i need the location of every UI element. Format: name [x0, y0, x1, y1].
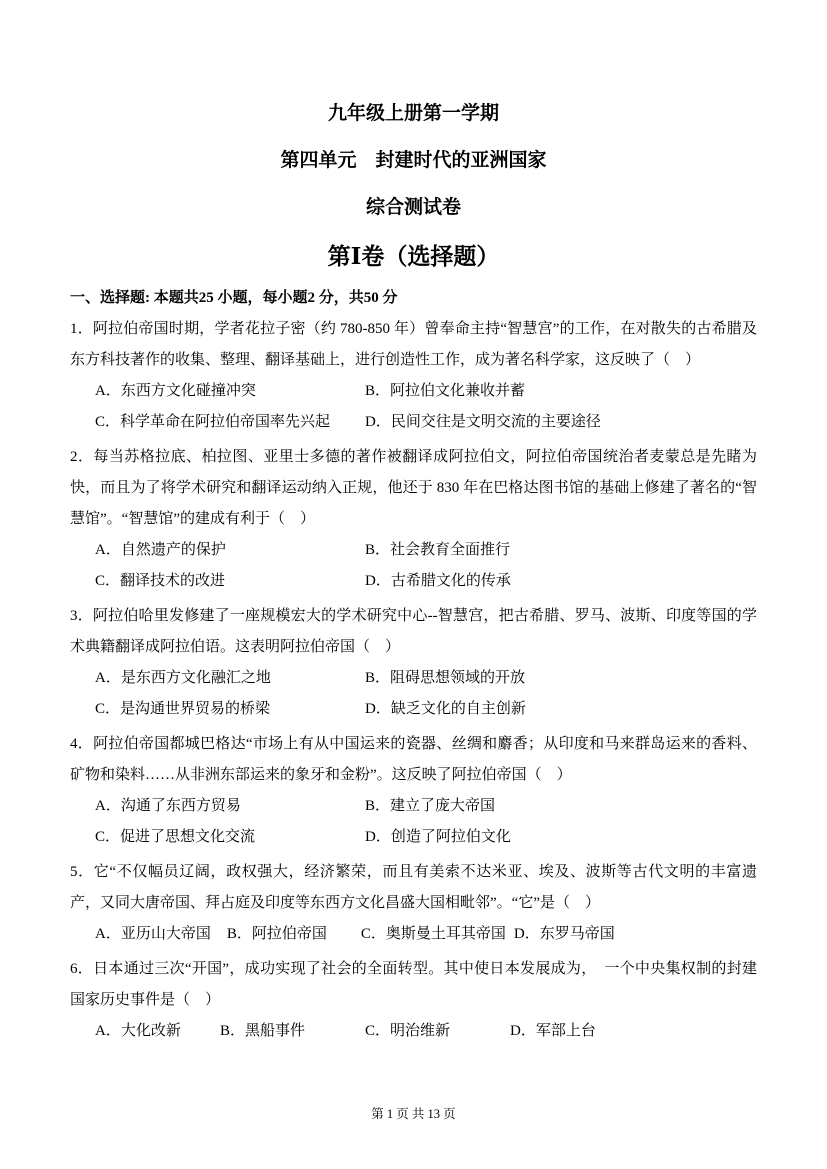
question-3-options-row-1 — [70, 663, 757, 694]
question-3-stem: 3．阿拉伯哈里发修建了一座规模宏大的学术研究中心--智慧宫，把古希腊、罗马、波斯、印度等国的学术典籍翻译成阿拉伯语。这表明阿拉伯帝国（ ） — [70, 608, 757, 655]
question-1-options-row-2 — [70, 407, 757, 438]
question-3-option-b: B．阻碍思想领域的开放 — [365, 670, 526, 686]
question-5-option-b: B．阿拉伯帝国 — [226, 926, 327, 942]
question-5 — [70, 857, 757, 950]
question-4-option-a: A．沟通了东西方贸易 — [95, 798, 241, 814]
question-6-option-d: D．军部上台 — [510, 1023, 596, 1039]
question-5-options-row — [70, 919, 757, 950]
question-3-options-row-2 — [70, 694, 757, 725]
page-footer: 第 1 页 共 13 页 — [371, 1107, 456, 1121]
question-4-option-c: C．促进了思想文化交流 — [95, 829, 256, 845]
paper-title: 综合测试卷 — [365, 197, 461, 218]
question-2-option-b: B．社会教育全面推行 — [365, 542, 511, 558]
question-1-option-c: C．科学革命在阿拉伯帝国率先兴起 — [95, 414, 331, 430]
question-2-stem: 2．每当苏格拉底、柏拉图、亚里士多德的著作被翻译成阿拉伯文，阿拉伯帝国统治者麦蒙总是先睹为快，而且为了将学术研究和翻译运动纳入正规，他还于 830 年在巴格达图书馆的基础上修建了著名的“智慧馆”。“智慧馆”的建成有利于（ ） — [70, 449, 757, 527]
question-6-options-row — [70, 1016, 757, 1047]
unit-title: 第四单元 封建时代的亚洲国家 — [280, 150, 547, 171]
section-header: 一、选择题: 本题共25 小题，每小题2 分，共50 分 — [70, 290, 398, 306]
question-1 — [70, 314, 757, 438]
question-5-stem: 5．它“不仅幅员辽阔，政权强大，经济繁荣，而且有美索不达米亚、埃及、波斯等古代文明的丰富遗产，又同大唐帝国、拜占庭及印度等东西方文化昌盛大国相毗邻”。“它”是（ ） — [70, 864, 757, 911]
question-4-option-b: B．建立了庞大帝国 — [365, 798, 496, 814]
question-3-option-c: C．是沟通世界贸易的桥梁 — [95, 701, 271, 717]
question-3 — [70, 601, 757, 725]
question-2-options-row-1 — [70, 535, 757, 566]
question-3-option-d: D．缺乏文化的自主创新 — [365, 701, 526, 717]
semester-title: 九年级上册第一学期 — [327, 103, 499, 124]
question-6 — [70, 954, 757, 1047]
question-3-option-a: A．是东西方文化融汇之地 — [95, 670, 271, 686]
question-2 — [70, 442, 757, 597]
question-4-options-row-2 — [70, 822, 757, 853]
question-2-option-d: D．古希腊文化的传承 — [365, 573, 511, 589]
question-1-option-d: D．民间交往是文明交流的主要途径 — [365, 414, 601, 430]
question-2-option-c: C．翻译技术的改进 — [95, 573, 226, 589]
question-6-option-a: A．大化改新 — [95, 1023, 181, 1039]
question-5-option-d: D．东罗马帝国 — [513, 926, 615, 942]
question-2-option-a: A．自然遗产的保护 — [95, 542, 226, 558]
question-5-option-c: C．奥斯曼土耳其帝国 — [360, 926, 506, 942]
question-1-stem: 1．阿拉伯帝国时期，学者花拉子密（约 780-850 年）曾奉命主持“智慧宫”的工作，在对散失的古希腊及东方科技著作的收集、整理、翻译基础上，进行创造性工作，成为著名科学家，这反映了（ ） — [70, 321, 757, 368]
question-4 — [70, 729, 757, 853]
question-4-option-d: D．创造了阿拉伯文化 — [365, 829, 511, 845]
question-4-stem: 4．阿拉伯帝国都城巴格达“市场上有从中国运来的瓷器、丝绸和麝香；从印度和马来群岛运来的香料、矿物和染料……从非洲东部运来的象牙和金粉”。这反映了阿拉伯帝国（ ） — [70, 736, 757, 783]
question-4-options-row-1 — [70, 791, 757, 822]
volume-title: 第Ⅰ卷（选择题） — [327, 244, 500, 269]
question-1-options-row-1 — [70, 376, 757, 407]
question-6-option-b: B．黑船事件 — [220, 1023, 306, 1039]
question-1-option-a: A．东西方文化碰撞冲突 — [95, 383, 256, 399]
question-6-option-c: C．明治维新 — [365, 1023, 451, 1039]
question-5-option-a: A．亚历山大帝国 — [95, 926, 211, 942]
question-2-options-row-2 — [70, 566, 757, 597]
question-1-option-b: B．阿拉伯文化兼收并蓄 — [365, 383, 526, 399]
question-6-stem: 6．日本通过三次“开国”，成功实现了社会的全面转型。其中使日本发展成为， 一个中央集权制的封建国家历史事件是（ ） — [70, 961, 757, 1008]
